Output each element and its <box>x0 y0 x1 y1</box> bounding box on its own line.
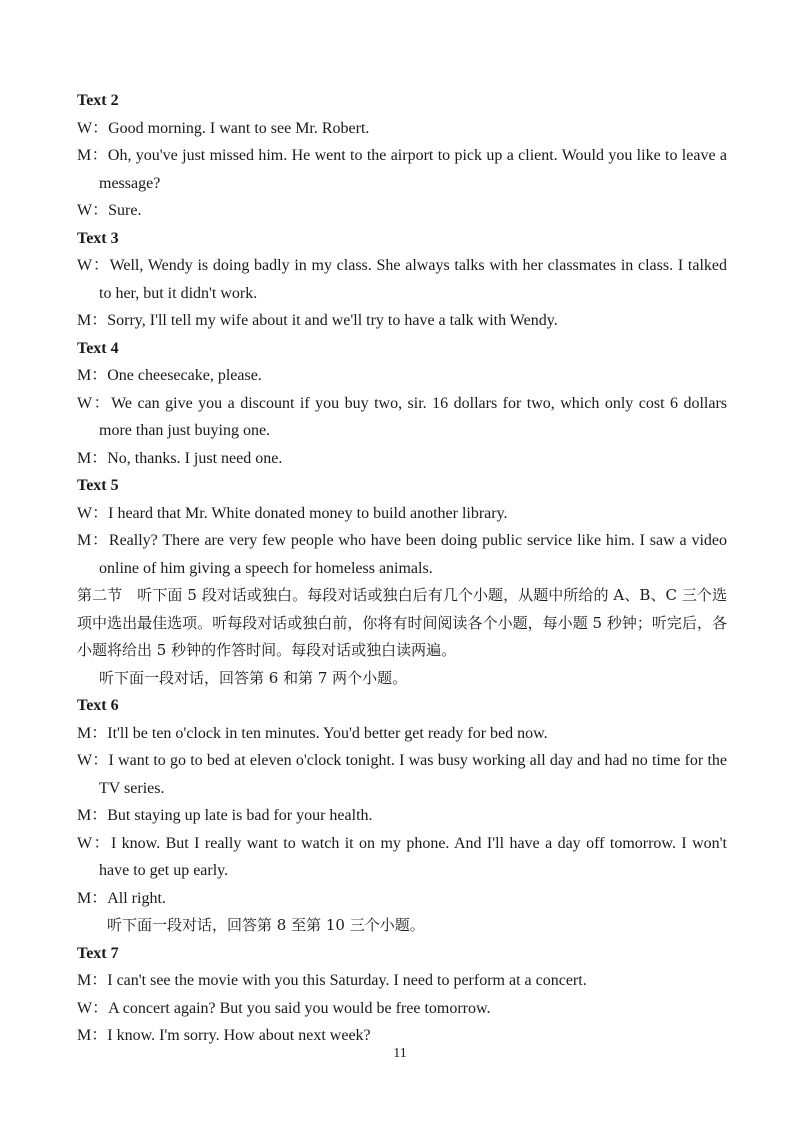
speaker-label: M： <box>77 889 108 907</box>
utterance-text: Well, Wendy is doing badly in my class. She always talks with her classmates in class. I talked to her, but it didn't work. <box>99 257 727 302</box>
speaker-label: W： <box>77 752 109 769</box>
utterance-text: It'll be ten o'clock in ten minutes. You'd better get ready for bed now. <box>107 724 548 742</box>
listening-transcript <box>77 87 727 1050</box>
dialogue-line <box>77 115 727 143</box>
dialogue-line <box>77 967 727 995</box>
speaker-label: W： <box>77 834 111 852</box>
speaker-label: M： <box>77 312 108 329</box>
dialogue-line <box>77 995 727 1023</box>
text-4-title: Text 4 <box>77 339 119 357</box>
section-instructions: 第二节 听下面 5 段对话或独白。每段对话或独白后有几个小题，从题中所给的 A、B、C 三个选项中选出最佳选项。听每段对话或独白前，你将有时间阅读各个小题，每小题 5 秒钟；听完后，各小题将给出 5 秒钟的作答时间。每段对话或独白读两遍。 <box>77 586 727 659</box>
speaker-label: M： <box>77 147 108 164</box>
speaker-label: W： <box>77 257 110 274</box>
speaker-label: W： <box>77 119 109 137</box>
speaker-label: M： <box>77 367 108 384</box>
utterance-text: A concert again? But you said you would be free tomorrow. <box>108 999 491 1017</box>
utterance-text: I know. But I really want to watch it on my phone. And I'll have a day off tomorrow. I won't have to get up early. <box>99 834 727 879</box>
dialogue-line <box>77 445 727 473</box>
utterance-text: All right. <box>107 889 166 907</box>
question-instruction: 听下面一段对话，回答第 8 至第 10 三个小题。 <box>107 916 425 934</box>
dialogue-line <box>77 500 727 528</box>
utterance-text: No, thanks. I just need one. <box>107 449 283 467</box>
utterance-text: I can't see the movie with you this Saturday. I need to perform at a concert. <box>107 972 587 989</box>
utterance-text: Good morning. I want to see Mr. Robert. <box>108 119 370 137</box>
text-2-title: Text 2 <box>77 92 119 109</box>
utterance-text: We can give you a discount if you buy two, sir. 16 dollars for two, which only cost 6 dollars more than just buying one. <box>99 394 728 439</box>
dialogue-line <box>77 720 727 748</box>
text-7-title: Text 7 <box>77 944 119 962</box>
utterance-text: Sorry, I'll tell my wife about it and we'll try to have a talk with Wendy. <box>107 312 558 329</box>
text-6-title: Text 6 <box>77 697 119 714</box>
dialogue-line <box>77 885 727 913</box>
dialogue-line <box>77 830 727 885</box>
utterance-text: I heard that Mr. White donated money to build another library. <box>108 504 508 522</box>
dialogue-line <box>77 197 727 225</box>
utterance-text: I know. I'm sorry. How about next week? <box>107 1027 371 1044</box>
text-3-title: Text 3 <box>77 229 119 247</box>
speaker-label: M： <box>77 807 108 824</box>
dialogue-line <box>77 390 727 445</box>
dialogue-line <box>77 142 727 197</box>
dialogue-line <box>77 362 727 390</box>
speaker-label: W： <box>77 394 112 412</box>
speaker-label: M： <box>77 532 109 549</box>
dialogue-line <box>77 747 727 802</box>
page-number: 11 <box>393 1046 407 1061</box>
speaker-label: M： <box>77 972 108 989</box>
dialogue-line <box>77 252 727 307</box>
speaker-label: W： <box>77 999 109 1017</box>
speaker-label: M： <box>77 449 108 467</box>
speaker-label: M： <box>77 1027 108 1044</box>
speaker-label: W： <box>77 202 109 219</box>
speaker-label: W： <box>77 504 109 522</box>
utterance-text: Really? There are very few people who have been doing public service like him. I saw a video online of him giving a speech for homeless animals. <box>99 532 728 577</box>
utterance-text: I want to go to bed at eleven o'clock tonight. I was busy working all day and had no time for the TV series. <box>99 752 727 797</box>
dialogue-line <box>77 307 727 335</box>
dialogue-line <box>77 802 727 830</box>
utterance-text: One cheesecake, please. <box>107 367 262 384</box>
utterance-text: Oh, you've just missed him. He went to the airport to pick up a client. Would you like to leave a message? <box>99 147 727 192</box>
dialogue-line <box>77 527 727 582</box>
utterance-text: But staying up late is bad for your health. <box>107 807 373 824</box>
text-5-title: Text 5 <box>77 477 119 494</box>
question-instruction: 听下面一段对话，回答第 6 和第 7 两个小题。 <box>99 668 408 687</box>
speaker-label: M： <box>77 724 108 742</box>
utterance-text: Sure. <box>108 202 142 219</box>
